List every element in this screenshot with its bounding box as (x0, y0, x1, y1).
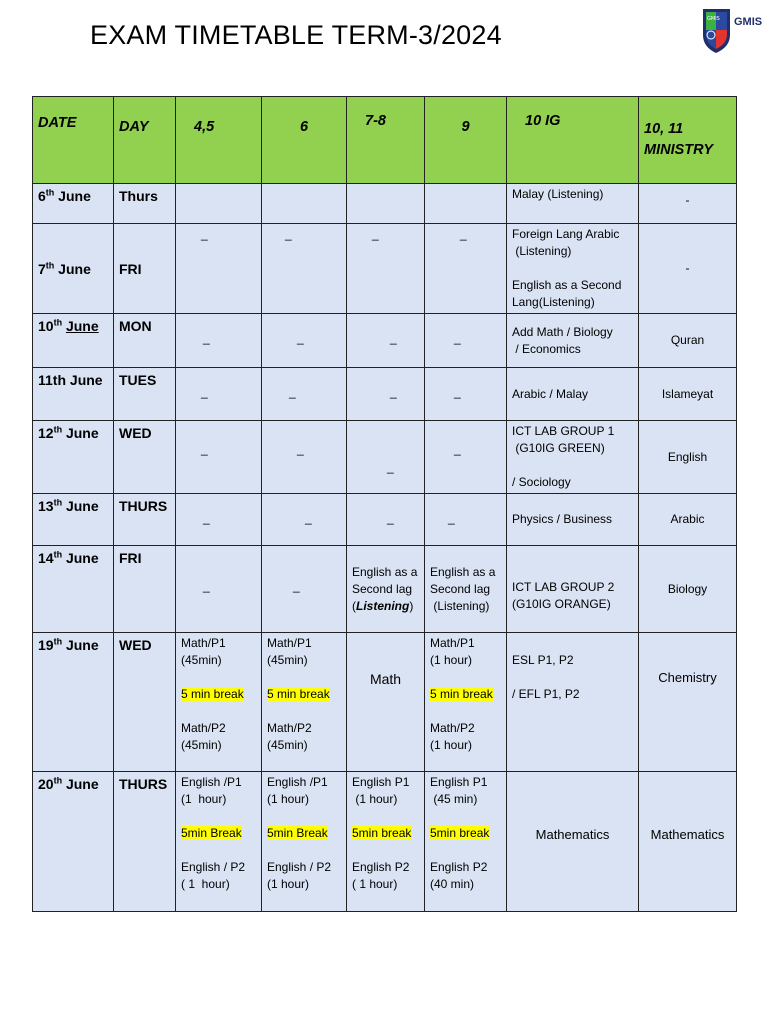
cell-dash: _ (262, 314, 347, 368)
cell-dash: _ (176, 421, 262, 494)
cell-grade-7-8: English P1 (1 hour) 5min break English P2 ( 1 hour) (347, 772, 425, 912)
cell-dash: _ (425, 224, 507, 314)
col-header-grade-6: 6 (262, 97, 347, 184)
school-logo (700, 5, 764, 55)
col-header-grade-10-ig: 10 IG (507, 97, 639, 184)
day-cell: Thurs (114, 184, 176, 224)
cell-dash: _ (262, 494, 347, 546)
col-header-date: DATE (33, 97, 114, 184)
cell-grade-4-5: English /P1 (1 hour) 5min Break English / P2 ( 1 hour) (176, 772, 262, 912)
cell-ministry: Arabic (639, 494, 737, 546)
cell-ministry: Chemistry (639, 633, 737, 772)
cell-dash: _ (262, 421, 347, 494)
cell-dash: _ (347, 494, 425, 546)
exam-timetable (32, 96, 737, 912)
date-cell: 11th June (33, 368, 114, 421)
date-cell: 20th June (33, 772, 114, 912)
cell-ministry: Mathematics (639, 772, 737, 912)
cell-empty (262, 184, 347, 224)
cell-ig: ICT LAB GROUP 1 (G10IG GREEN) / Sociology (507, 421, 639, 494)
cell-dash: _ (176, 494, 262, 546)
day-cell: FRI (114, 546, 176, 633)
cell-dash: _ (176, 546, 262, 633)
col-header-grade-7-8: 7-8 (347, 97, 425, 184)
cell-grade-9: Math/P1 (1 hour) 5 min break Math/P2 (1 hour) (425, 633, 507, 772)
cell-empty (425, 184, 507, 224)
cell-empty (347, 184, 425, 224)
day-cell: THURS (114, 772, 176, 912)
page-title: EXAM TIMETABLE TERM-3/2024 (90, 20, 502, 50)
date-cell: 10th June (33, 314, 114, 368)
cell-ministry: Quran (639, 314, 737, 368)
cell-dash: _ (262, 224, 347, 314)
day-cell: MON (114, 314, 176, 368)
cell-dash: _ (176, 224, 262, 314)
cell-grade-4-5: Math/P1 (45min) 5 min break Math/P2 (45min) (176, 633, 262, 772)
col-header-grade-9: 9 (425, 97, 507, 184)
cell-ministry: - (639, 184, 737, 224)
cell-ministry: Islameyat (639, 368, 737, 421)
cell-dash: _ (347, 421, 425, 494)
cell-ministry: English (639, 421, 737, 494)
cell-grade-6: Math/P1 (45min) 5 min break Math/P2 (45min) (262, 633, 347, 772)
cell-dash: _ (262, 546, 347, 633)
cell-grade-7-8: Math (347, 633, 425, 772)
day-cell: WED (114, 421, 176, 494)
day-cell: THURS (114, 494, 176, 546)
cell-ministry: Biology (639, 546, 737, 633)
cell-dash: _ (347, 224, 425, 314)
col-header-grade-4-5: 4,5 (176, 97, 262, 184)
cell-dash: _ (176, 314, 262, 368)
cell-dash: _ (262, 368, 347, 421)
cell-ig: Mathematics (507, 772, 639, 912)
cell-ig: ESL P1, P2 / EFL P1, P2 (507, 633, 639, 772)
cell-grade-9: English as a Second lag (Listening) (425, 546, 507, 633)
cell-dash: _ (425, 421, 507, 494)
date-cell: 12th June (33, 421, 114, 494)
table-row (33, 184, 737, 224)
cell-ig: Foreign Lang Arabic (Listening) English as a Second Lang(Listening) (507, 224, 639, 314)
cell-empty (176, 184, 262, 224)
cell-dash: _ (425, 368, 507, 421)
cell-dash: _ (347, 368, 425, 421)
table-row (33, 421, 737, 494)
logo-text: GMIS (734, 16, 763, 28)
date-cell: 19th June (33, 633, 114, 772)
date-cell: 7th June (33, 224, 114, 314)
table-row (33, 314, 737, 368)
date-cell: 13th June (33, 494, 114, 546)
day-cell: WED (114, 633, 176, 772)
cell-dash: _ (425, 494, 507, 546)
table-row (33, 772, 737, 912)
col-header-ministry: 10, 11 MINISTRY (639, 97, 737, 184)
cell-grade-9: English P1 (45 min) 5min break English P2 (40 min) (425, 772, 507, 912)
table-row (33, 224, 737, 314)
cell-ig: Malay (Listening) (507, 184, 639, 224)
table-row (33, 494, 737, 546)
day-cell: TUES (114, 368, 176, 421)
date-cell: 6th June (33, 184, 114, 224)
cell-ig: Arabic / Malay (507, 368, 639, 421)
cell-ig: ICT LAB GROUP 2 (G10IG ORANGE) (507, 546, 639, 633)
cell-dash: _ (347, 314, 425, 368)
cell-dash: _ (176, 368, 262, 421)
table-row (33, 368, 737, 421)
day-cell: FRI (114, 224, 176, 314)
logo-badge-text: GMIS (707, 16, 720, 22)
cell-ig: Physics / Business (507, 494, 639, 546)
cell-grade-6: English /P1 (1 hour) 5min Break English / P2 (1 hour) (262, 772, 347, 912)
cell-ig: Add Math / Biology / Economics (507, 314, 639, 368)
date-cell: 14th June (33, 546, 114, 633)
cell-grade-7-8: English as a Second lag (Listening) (347, 546, 425, 633)
header-row (33, 97, 737, 184)
cell-ministry: - (639, 224, 737, 314)
table-row (33, 633, 737, 772)
col-header-day: DAY (114, 97, 176, 184)
table-row (33, 546, 737, 633)
cell-dash: _ (425, 314, 507, 368)
